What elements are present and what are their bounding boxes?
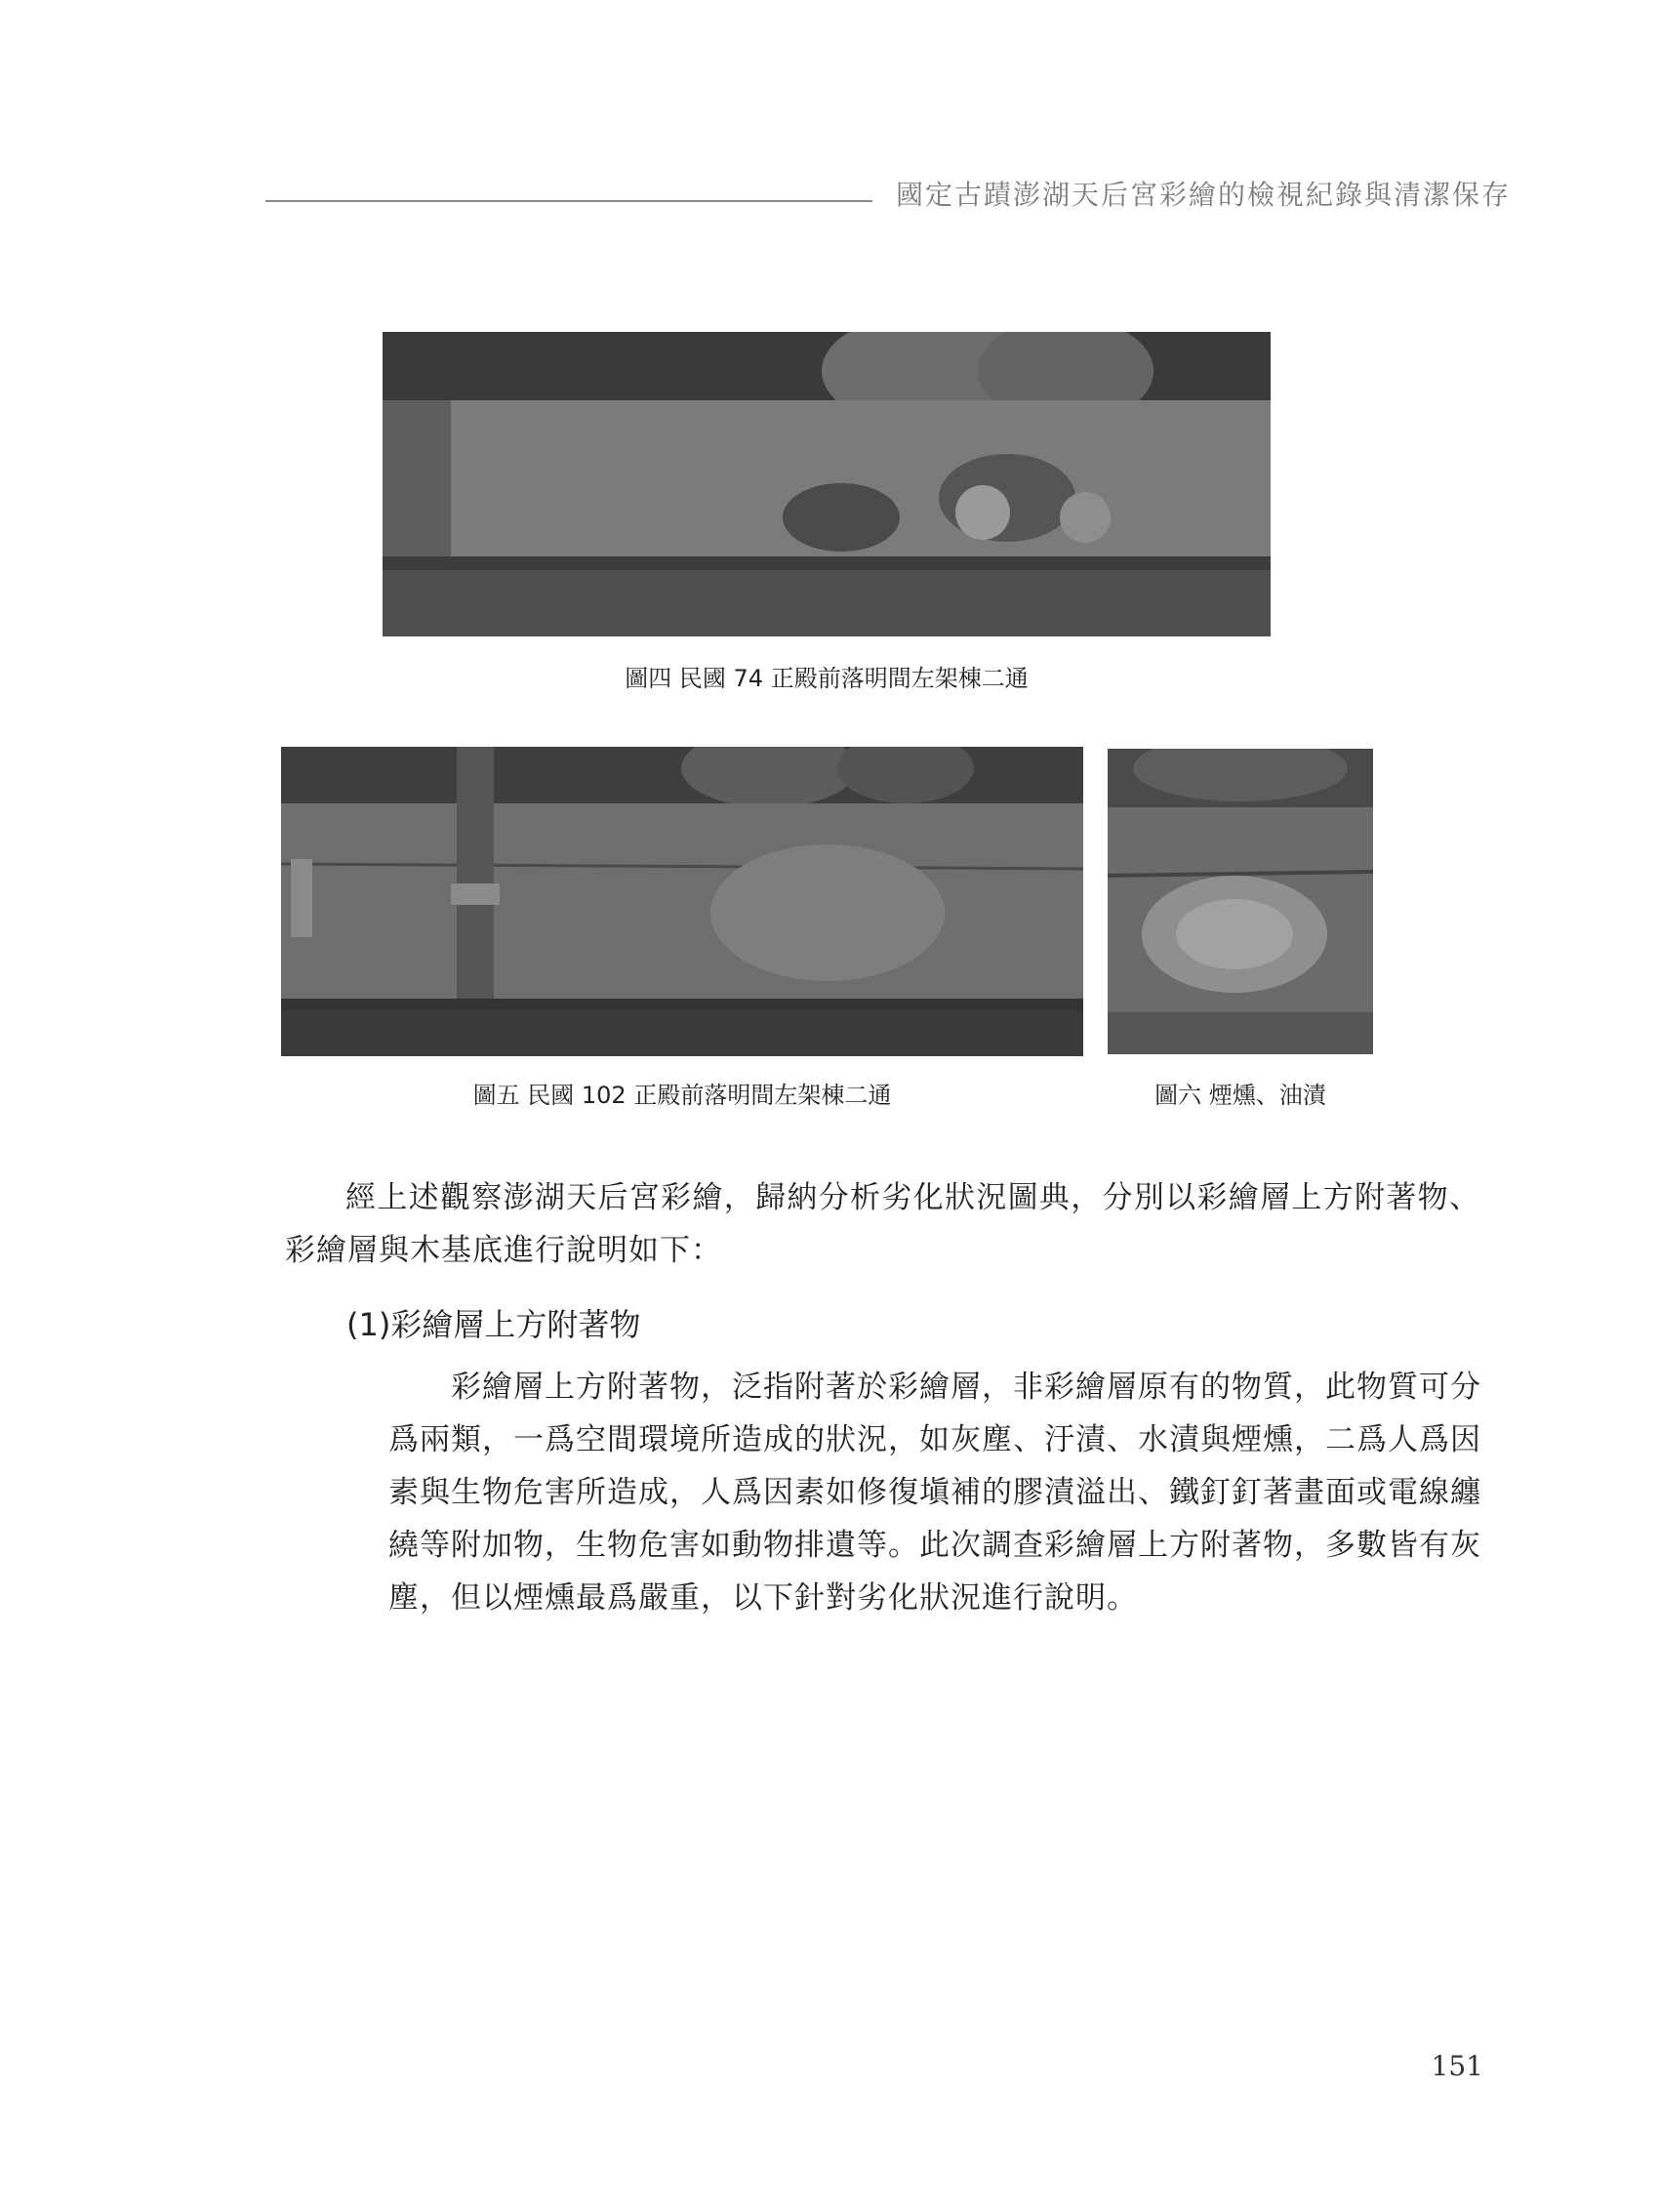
header-rule — [265, 200, 872, 202]
figure-4-caption: 圖四 民國 74 正殿前落明間左架棟二通 — [625, 665, 1029, 692]
intro-paragraph: 經上述觀察澎湖天后宮彩繪，歸納分析劣化狀況圖典，分別以彩繪層上方附著物、彩繪層與木基底進行說明如下： — [285, 1180, 1480, 1268]
section-paragraph: 彩繪層上方附著物，泛指附著於彩繪層，非彩繪層原有的物質，此物質可分爲兩類，一爲空間環境所造成的狀況，如灰塵、汙漬、水漬與煙燻，二爲人爲因素與生物危害所造成，人爲因素如修復塡補的膠漬溢出、鐵釘釘著畫面或電線纏繞等附加物，生物危害如動物排遺等。此次調查彩繪層上方附著物，多數皆有灰塵，但以煙燻最爲嚴重，以下針對劣化狀況進行說明。 — [388, 1370, 1481, 1616]
page-number: 151 — [1431, 2050, 1483, 2082]
running-header-title: 國定古蹟澎湖天后宮彩繪的檢視紀錄與清潔保存 — [896, 179, 1512, 211]
figure-5-caption: 圖五 民國 102 正殿前落明間左架棟二通 — [472, 1082, 892, 1109]
figure-5-photo — [281, 747, 1083, 1056]
figure-6-caption: 圖六 煙燻、油漬 — [1154, 1082, 1326, 1109]
figure-6-photo — [1108, 749, 1373, 1054]
section-heading: (1)彩繪層上方附著物 — [346, 1306, 641, 1343]
figure-4-photo — [383, 332, 1271, 636]
